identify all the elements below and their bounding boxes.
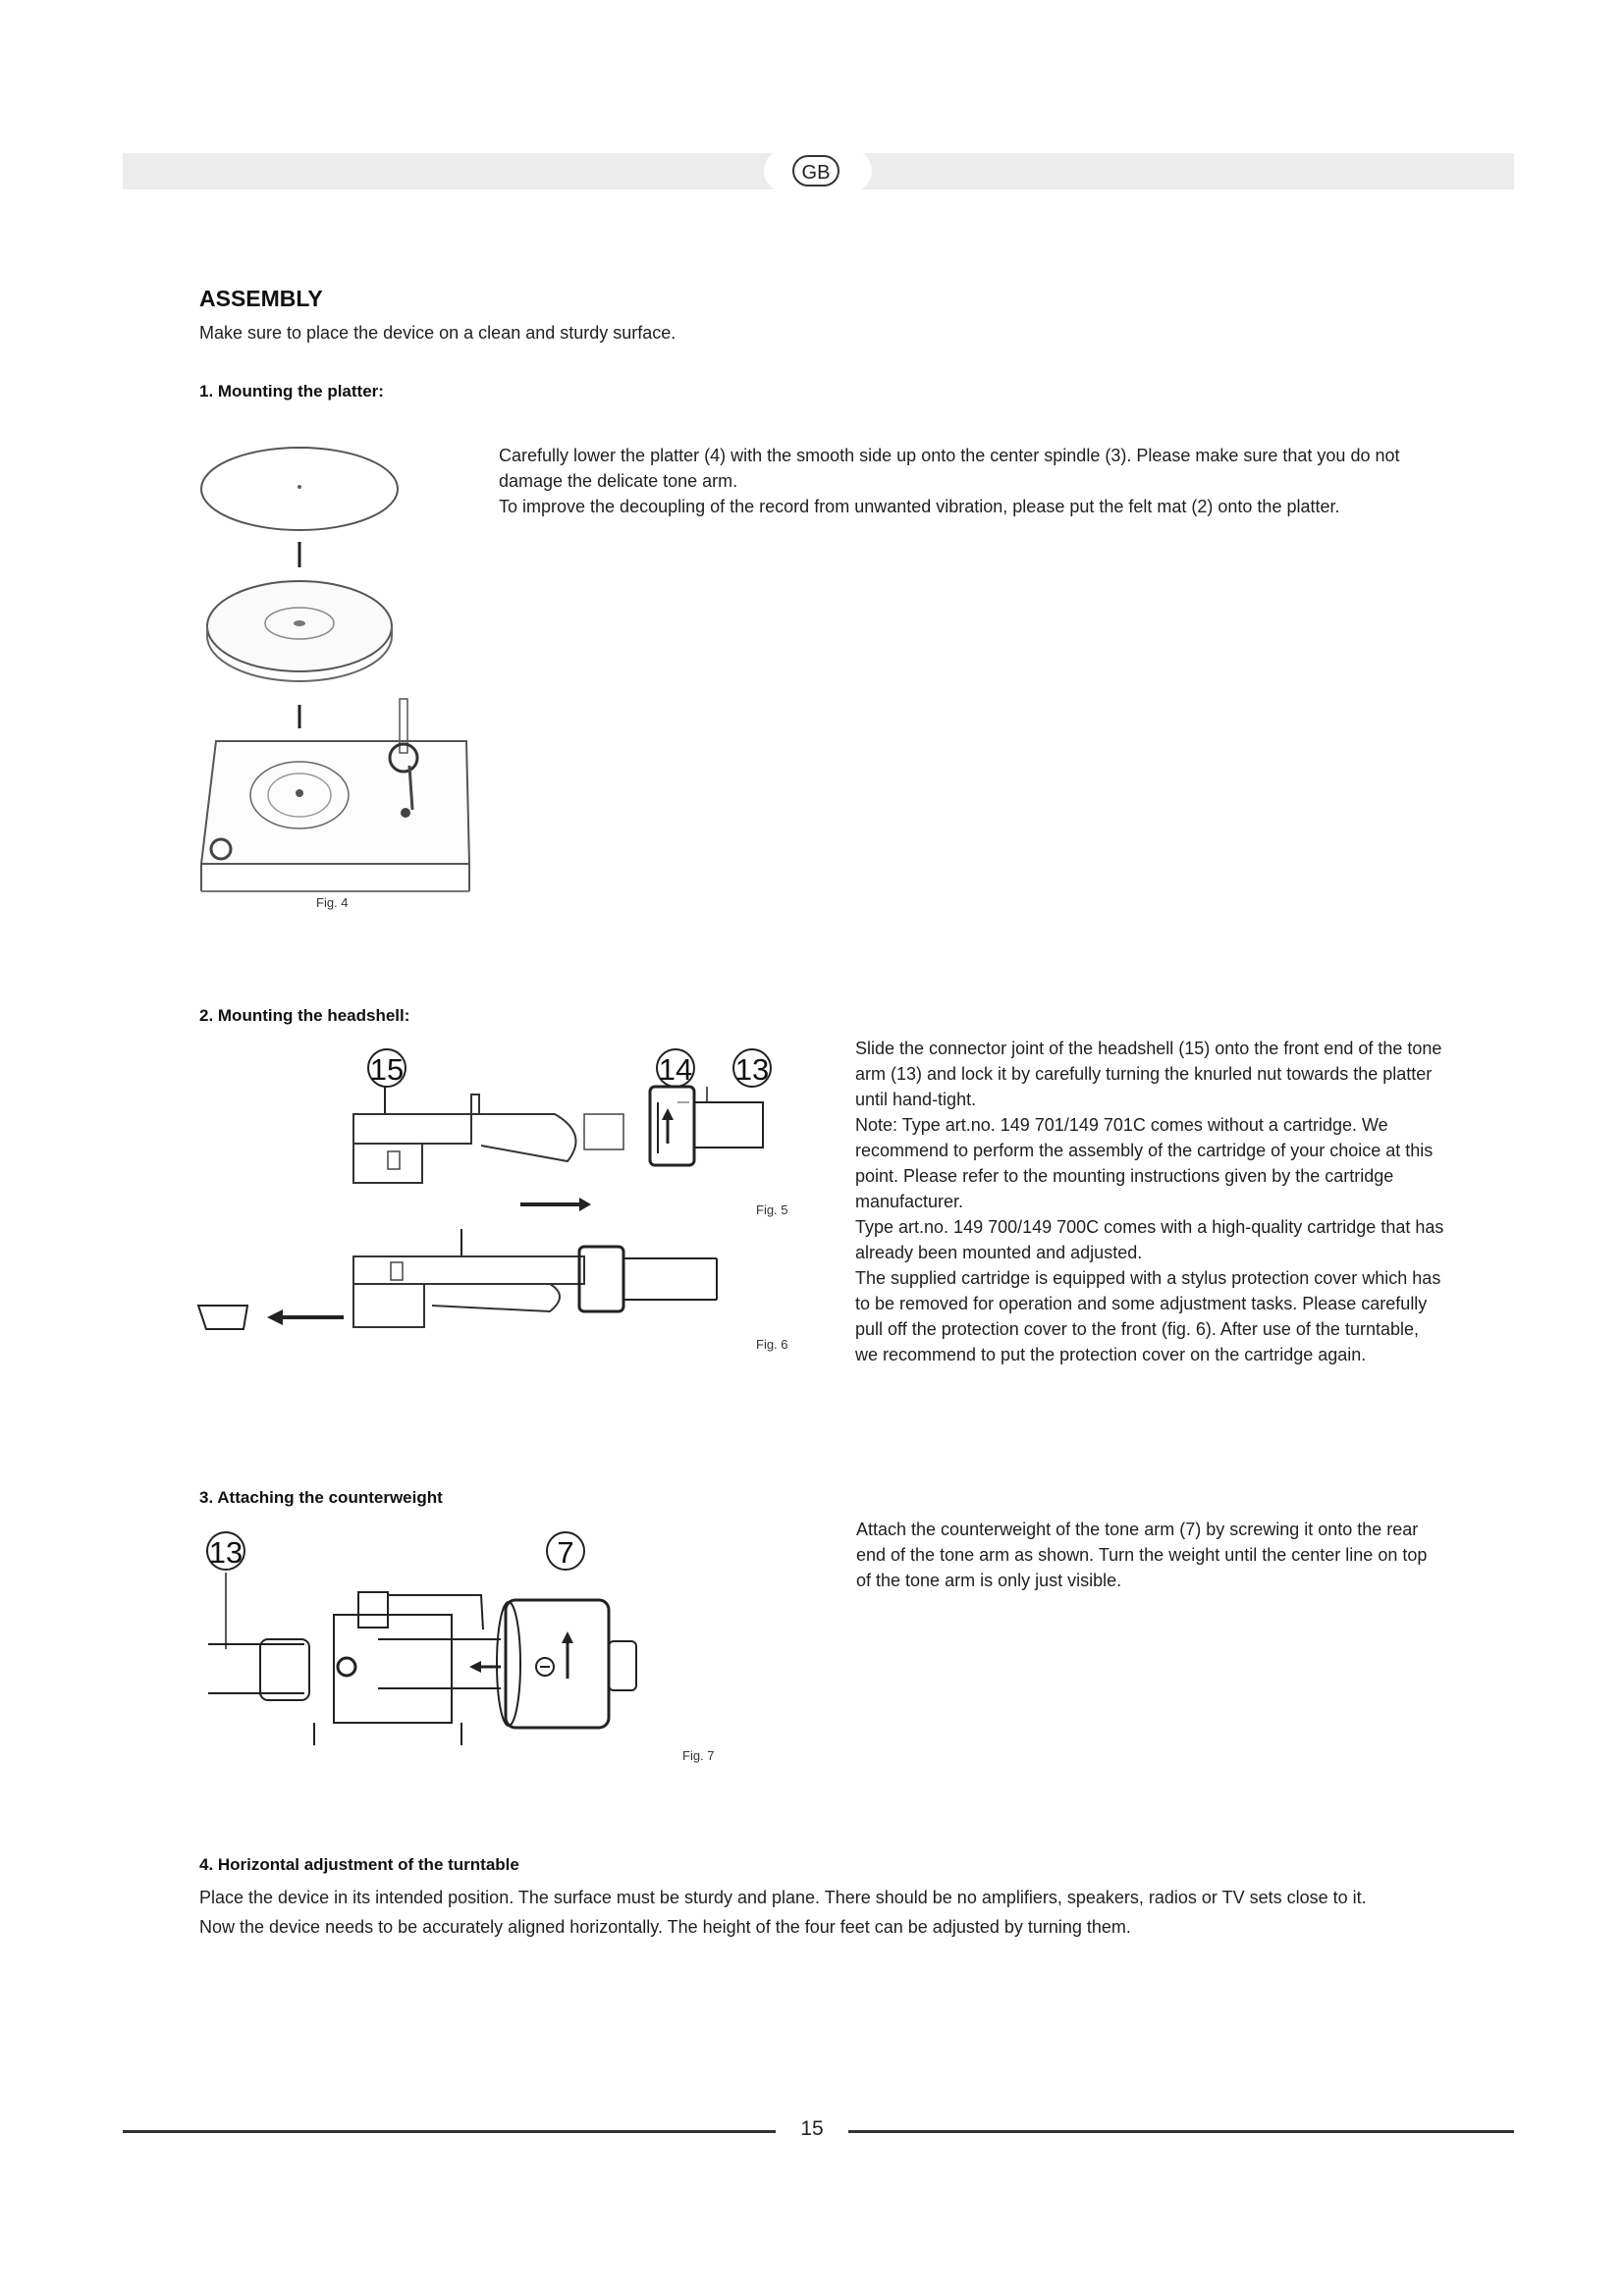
- section1-paragraph-2: To improve the decoupling of the record from unwanted vibration, please put the felt mat (2) onto the platter.: [499, 497, 1340, 516]
- figure-7-illustration: [206, 1571, 668, 1747]
- figure-7-label: Fig. 7: [682, 1748, 715, 1763]
- section1-text: [499, 443, 1436, 519]
- page-number: 15: [800, 2117, 824, 2140]
- figure-6-illustration: [196, 1227, 736, 1335]
- section3-heading: 3. Attaching the counterweight: [199, 1488, 443, 1507]
- section3-text: [856, 1517, 1445, 1593]
- section2-paragraph-2: Note: Type art.no. 149 701/149 701C comes without a cartridge. We recommend to perform the assembly of the cartridge of your choice at this point. Please refer to the mounting instructions given by the cartridge manufacturer.: [855, 1115, 1434, 1211]
- figure-5-label: Fig. 5: [756, 1202, 788, 1217]
- section2-text: [855, 1036, 1444, 1367]
- section4-paragraph-1: Place the device in its intended position. The surface must be sturdy and plane. There should be no amplifiers, speakers, radios or TV sets close to it.: [199, 1888, 1367, 1907]
- section1-paragraph-1: Carefully lower the platter (4) with the smooth side up onto the center spindle (3). Please make sure that you do not damage the delicate tone arm.: [499, 446, 1400, 491]
- figure-4-illustration: [191, 442, 486, 903]
- section2-paragraph-4: The supplied cartridge is equipped with a stylus protection cover which has to be removed for operation and some adjustment tasks. Please carefully pull off the protection cover to the front (fig. 6). After use of the turntable, we recommend to put the protection cover on the cartridge again.: [855, 1268, 1441, 1364]
- footer-line-right: [848, 2130, 1514, 2133]
- callout-13-counterweight: 13: [206, 1531, 245, 1571]
- intro-text: Make sure to place the device on a clean and sturdy surface.: [199, 323, 677, 343]
- figure-4-label: Fig. 4: [316, 895, 349, 910]
- callout-7: 7: [546, 1531, 585, 1571]
- language-badge: GB: [792, 155, 839, 187]
- section4-heading: 4. Horizontal adjustment of the turntable: [199, 1855, 519, 1874]
- page-title: ASSEMBLY: [199, 286, 323, 311]
- section3-paragraph-1: Attach the counterweight of the tone arm (7) by screwing it onto the rear end of the tone arm as shown. Turn the weight until the center line on top of the tone arm is only just visible.: [856, 1520, 1428, 1590]
- callout-13-headshell: 13: [732, 1048, 772, 1088]
- callout-14: 14: [656, 1048, 695, 1088]
- section4-text: [199, 1885, 1436, 1940]
- callout-15: 15: [367, 1048, 406, 1088]
- section2-paragraph-3: Type art.no. 149 700/149 700C comes with a high-quality cartridge that has already been mounted and adjusted.: [855, 1217, 1444, 1262]
- figure-6-label: Fig. 6: [756, 1337, 788, 1352]
- section2-paragraph-1: Slide the connector joint of the headshell (15) onto the front end of the tone arm (13) and lock it by carefully turning the knurled nut towards the platter until hand-tight.: [855, 1039, 1442, 1109]
- footer-line-left: [123, 2130, 776, 2133]
- section4-paragraph-2: Now the device needs to be accurately aligned horizontally. The height of the four feet can be adjusted by turning them.: [199, 1917, 1131, 1937]
- section2-heading: 2. Mounting the headshell:: [199, 1006, 410, 1025]
- section1-heading: 1. Mounting the platter:: [199, 382, 384, 400]
- figure-5-illustration: [344, 1085, 805, 1212]
